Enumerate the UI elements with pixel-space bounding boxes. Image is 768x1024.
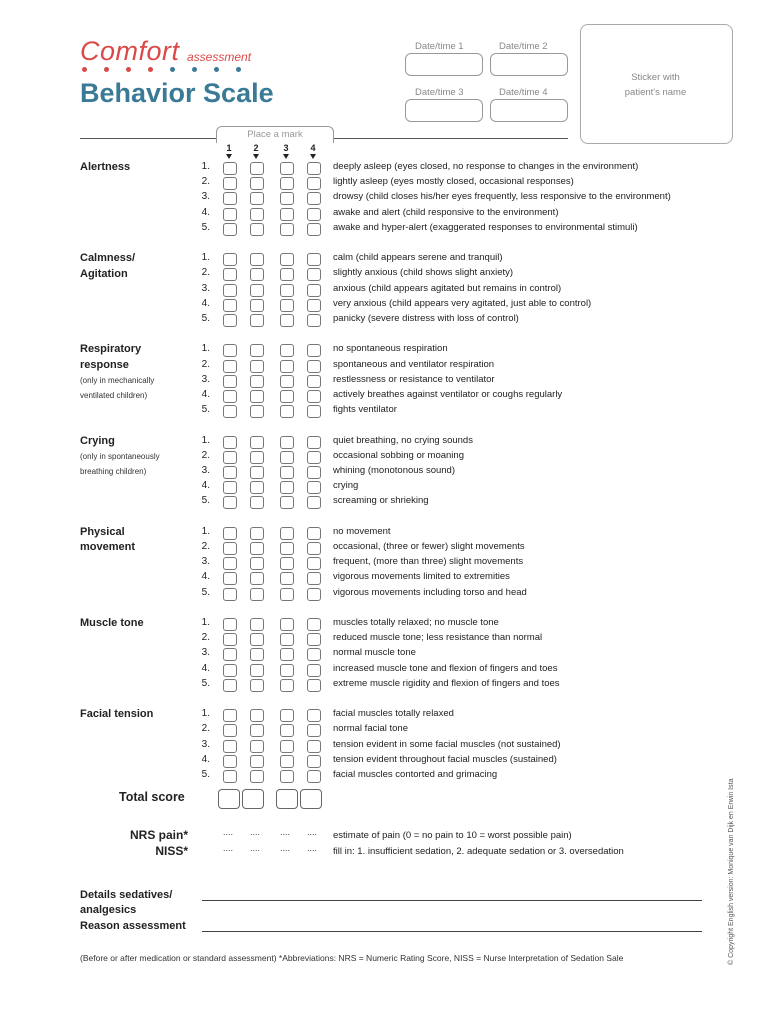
option-number: 1. xyxy=(201,617,210,628)
mark-checkbox-calmness-agitation-5-col1[interactable] xyxy=(223,314,237,327)
logo-dots xyxy=(82,67,262,75)
total-score-label: Total score xyxy=(119,790,185,804)
mark-checkbox-muscle-tone-1-col3[interactable] xyxy=(280,618,294,631)
mark-checkbox-facial-tension-3-col4[interactable] xyxy=(307,740,321,753)
mark-checkbox-crying-1-col2[interactable] xyxy=(250,436,264,449)
mark-checkbox-alertness-1-col1[interactable] xyxy=(223,162,237,175)
mark-checkbox-facial-tension-3-col1[interactable] xyxy=(223,740,237,753)
nrs-field-col4[interactable]: .... xyxy=(307,827,318,837)
logo-dot xyxy=(82,67,87,72)
mark-checkbox-calmness-agitation-1-col4[interactable] xyxy=(307,253,321,266)
mark-checkbox-respiratory-response-3-col3[interactable] xyxy=(280,375,294,388)
mark-checkbox-physical-movement-1-col2[interactable] xyxy=(250,527,264,540)
mark-checkbox-crying-3-col4[interactable] xyxy=(307,466,321,479)
option-description: lightly asleep (eyes mostly closed, occasional responses) xyxy=(333,176,574,188)
mark-checkbox-respiratory-response-3-col2[interactable] xyxy=(250,375,264,388)
option-number: 1. xyxy=(201,525,210,537)
category-name-line: Physical xyxy=(80,525,125,538)
mark-checkbox-alertness-5-col2[interactable] xyxy=(250,223,264,236)
mark-checkbox-calmness-agitation-4-col4[interactable] xyxy=(307,299,321,312)
mark-checkbox-muscle-tone-2-col2[interactable] xyxy=(250,633,264,646)
option-description: facial muscles contorted and grimacing xyxy=(333,769,498,780)
mark-checkbox-physical-movement-2-col4[interactable] xyxy=(307,542,321,555)
option-description: tension evident in some facial muscles (not sustained) xyxy=(333,738,561,750)
niss-description: fill in: 1. insufficient sedation, 2. adequate sedation or 3. oversedation xyxy=(333,846,624,857)
mark-checkbox-alertness-4-col1[interactable] xyxy=(223,208,237,221)
logo-dot xyxy=(148,67,153,72)
category-note-line: (only in spontaneously xyxy=(80,452,160,462)
option-description: no spontaneous respiration xyxy=(333,343,448,355)
mark-checkbox-respiratory-response-2-col2[interactable] xyxy=(250,360,264,373)
option-number: 5. xyxy=(201,769,210,780)
mark-checkbox-muscle-tone-4-col1[interactable] xyxy=(223,664,237,677)
mark-checkbox-facial-tension-2-col1[interactable] xyxy=(223,724,237,737)
option-description: very anxious (child appears very agitated, just able to control) xyxy=(333,297,592,309)
mark-checkbox-calmness-agitation-1-col1[interactable] xyxy=(223,253,237,266)
mark-checkbox-facial-tension-1-col4[interactable] xyxy=(307,709,321,722)
option-description: vigorous movements including torso and head xyxy=(333,586,527,598)
category-label-physical-movement xyxy=(80,525,135,556)
mark-checkbox-respiratory-response-4-col2[interactable] xyxy=(250,390,264,403)
option-number: 1. xyxy=(201,343,210,355)
nrs-field-col2[interactable]: .... xyxy=(250,827,261,837)
mark-checkbox-respiratory-response-4-col1[interactable] xyxy=(223,390,237,403)
category-name-line: Calmness/ xyxy=(80,252,136,265)
option-description: occasional sobbing or moaning xyxy=(333,449,464,461)
mark-checkbox-crying-1-col3[interactable] xyxy=(280,436,294,449)
option-description: whining (monotonous sound) xyxy=(333,465,455,476)
mark-checkbox-muscle-tone-2-col3[interactable] xyxy=(280,633,294,646)
option-description: deeply asleep (eyes closed, no response to changes in the environment) xyxy=(333,161,639,172)
mark-checkbox-physical-movement-3-col4[interactable] xyxy=(307,557,321,570)
mark-checkbox-respiratory-response-5-col3[interactable] xyxy=(280,405,294,418)
column-arrow-icon xyxy=(310,154,316,159)
mark-checkbox-crying-2-col4[interactable] xyxy=(307,451,321,464)
mark-checkbox-crying-1-col1[interactable] xyxy=(223,436,237,449)
details-sedatives-label xyxy=(80,888,172,918)
mark-checkbox-respiratory-response-2-col3[interactable] xyxy=(280,360,294,373)
option-number: 3. xyxy=(201,647,210,659)
mark-checkbox-facial-tension-4-col3[interactable] xyxy=(280,755,294,768)
mark-checkbox-crying-5-col3[interactable] xyxy=(280,496,294,509)
mark-checkbox-facial-tension-3-col2[interactable] xyxy=(250,740,264,753)
mark-checkbox-physical-movement-5-col4[interactable] xyxy=(307,588,321,601)
category-label-respiratory-response xyxy=(80,342,154,403)
option-number: 4. xyxy=(201,206,210,218)
mark-checkbox-muscle-tone-1-col4[interactable] xyxy=(307,618,321,631)
option-description: calm (child appears serene and tranquil) xyxy=(333,252,503,264)
mark-checkbox-facial-tension-1-col3[interactable] xyxy=(280,709,294,722)
mark-checkbox-calmness-agitation-2-col2[interactable] xyxy=(250,268,264,281)
mark-checkbox-respiratory-response-4-col3[interactable] xyxy=(280,390,294,403)
reason-assessment-label: Reason assessment xyxy=(80,920,186,932)
option-description: panicky (severe distress with loss of control) xyxy=(333,313,519,324)
mark-checkbox-respiratory-response-2-col1[interactable] xyxy=(223,360,237,373)
option-number: 2. xyxy=(201,176,210,188)
nrs-description: estimate of pain (0 = no pain to 10 = worst possible pain) xyxy=(333,830,572,841)
details-sedatives-line-1: Details sedatives/ xyxy=(80,889,173,901)
option-number: 1. xyxy=(201,252,210,264)
mark-checkbox-alertness-5-col1[interactable] xyxy=(223,223,237,236)
column-arrow-icon xyxy=(253,154,259,159)
mark-checkbox-alertness-4-col2[interactable] xyxy=(250,208,264,221)
category-note-line: ventilated children) xyxy=(80,391,148,401)
mark-checkbox-physical-movement-4-col3[interactable] xyxy=(280,572,294,585)
mark-checkbox-muscle-tone-1-col1[interactable] xyxy=(223,618,237,631)
datetime-4-field[interactable] xyxy=(490,99,568,122)
niss-field-col3[interactable]: .... xyxy=(280,843,291,853)
details-sedatives-line-2: analgesics xyxy=(80,904,137,916)
mark-checkbox-muscle-tone-3-col4[interactable] xyxy=(307,648,321,661)
sticker-label-line-2: patient's name xyxy=(624,87,687,98)
mark-checkbox-physical-movement-5-col2[interactable] xyxy=(250,588,264,601)
category-label-calmness-agitation xyxy=(80,251,135,282)
option-number: 2. xyxy=(201,267,210,279)
niss-label: NISS* xyxy=(155,844,188,858)
category-name-line: Agitation xyxy=(80,267,128,280)
mark-checkbox-calmness-agitation-3-col1[interactable] xyxy=(223,284,237,297)
option-number: 3. xyxy=(201,191,210,203)
total-score-box-3[interactable] xyxy=(276,789,298,809)
mark-checkbox-facial-tension-4-col1[interactable] xyxy=(223,755,237,768)
mark-checkbox-facial-tension-5-col3[interactable] xyxy=(280,770,294,783)
option-number: 4. xyxy=(201,753,210,765)
mark-checkbox-facial-tension-3-col3[interactable] xyxy=(280,740,294,753)
category-name-line: Respiratory xyxy=(80,343,142,356)
place-mark-tab: Place a mark xyxy=(216,126,334,143)
details-sedatives-line[interactable] xyxy=(202,900,702,901)
option-description: normal facial tone xyxy=(333,723,408,735)
option-number: 5. xyxy=(201,221,210,233)
mark-checkbox-respiratory-response-3-col1[interactable] xyxy=(223,375,237,388)
mark-checkbox-respiratory-response-1-col4[interactable] xyxy=(307,344,321,357)
option-description: extreme muscle rigidity and flexion of fingers and toes xyxy=(333,677,560,689)
option-description: tension evident throughout facial muscles (sustained) xyxy=(333,753,557,765)
mark-checkbox-alertness-5-col4[interactable] xyxy=(307,223,321,236)
mark-checkbox-facial-tension-5-col1[interactable] xyxy=(223,770,237,783)
mark-checkbox-facial-tension-2-col2[interactable] xyxy=(250,724,264,737)
column-arrow-icon xyxy=(283,154,289,159)
mark-checkbox-muscle-tone-3-col1[interactable] xyxy=(223,648,237,661)
category-label-crying xyxy=(80,434,160,480)
option-number: 2. xyxy=(201,358,210,370)
mark-checkbox-crying-2-col3[interactable] xyxy=(280,451,294,464)
mark-checkbox-crying-4-col3[interactable] xyxy=(280,481,294,494)
page-title: Behavior Scale xyxy=(80,78,274,108)
mark-checkbox-alertness-2-col2[interactable] xyxy=(250,177,264,190)
mark-checkbox-alertness-2-col4[interactable] xyxy=(307,177,321,190)
logo-dot xyxy=(236,67,241,72)
mark-checkbox-facial-tension-2-col4[interactable] xyxy=(307,724,321,737)
mark-checkbox-alertness-3-col2[interactable] xyxy=(250,192,264,205)
mark-checkbox-physical-movement-5-col1[interactable] xyxy=(223,588,237,601)
mark-checkbox-calmness-agitation-4-col1[interactable] xyxy=(223,299,237,312)
sticker-label-line-1: Sticker with xyxy=(631,72,680,83)
datetime-1-label: Date/time 1 xyxy=(415,41,464,52)
datetime-3-field[interactable] xyxy=(405,99,483,122)
mark-checkbox-muscle-tone-4-col3[interactable] xyxy=(280,664,294,677)
sticker-label xyxy=(580,70,731,100)
option-description: muscles totally relaxed; no muscle tone xyxy=(333,617,499,628)
option-description: spontaneous and ventilator respiration xyxy=(333,358,495,370)
mark-checkbox-calmness-agitation-4-col2[interactable] xyxy=(250,299,264,312)
nrs-field-col1[interactable]: .... xyxy=(223,827,234,837)
option-description: crying xyxy=(333,480,359,492)
category-name-line: movement xyxy=(80,541,136,554)
option-description: awake and alert (child responsive to the environment) xyxy=(333,206,559,218)
mark-checkbox-physical-movement-1-col4[interactable] xyxy=(307,527,321,540)
mark-checkbox-calmness-agitation-3-col4[interactable] xyxy=(307,284,321,297)
option-number: 3. xyxy=(201,465,210,476)
mark-checkbox-physical-movement-3-col3[interactable] xyxy=(280,557,294,570)
mark-checkbox-alertness-1-col4[interactable] xyxy=(307,162,321,175)
datetime-4-label: Date/time 4 xyxy=(499,87,548,98)
mark-checkbox-alertness-4-col4[interactable] xyxy=(307,208,321,221)
mark-checkbox-physical-movement-2-col1[interactable] xyxy=(223,542,237,555)
mark-checkbox-physical-movement-1-col1[interactable] xyxy=(223,527,237,540)
mark-checkbox-respiratory-response-5-col1[interactable] xyxy=(223,405,237,418)
category-name-line: Muscle tone xyxy=(80,617,144,629)
option-description: normal muscle tone xyxy=(333,647,416,659)
mark-checkbox-crying-4-col2[interactable] xyxy=(250,481,264,494)
datetime-2-label: Date/time 2 xyxy=(499,41,548,52)
mark-checkbox-calmness-agitation-4-col3[interactable] xyxy=(280,299,294,312)
logo-dot xyxy=(214,67,219,72)
mark-checkbox-calmness-agitation-3-col3[interactable] xyxy=(280,284,294,297)
option-number: 5. xyxy=(201,495,210,507)
total-score-box-4[interactable] xyxy=(300,789,322,809)
option-description: increased muscle tone and flexion of fingers and toes xyxy=(333,662,558,674)
mark-checkbox-calmness-agitation-2-col1[interactable] xyxy=(223,268,237,281)
option-number: 5. xyxy=(201,404,210,416)
datetime-1-field[interactable] xyxy=(405,53,483,76)
option-number: 4. xyxy=(201,571,210,583)
option-number: 1. xyxy=(201,708,210,720)
logo-dot xyxy=(192,67,197,72)
mark-checkbox-muscle-tone-2-col4[interactable] xyxy=(307,633,321,646)
mark-checkbox-physical-movement-4-col1[interactable] xyxy=(223,572,237,585)
total-score-box-2[interactable] xyxy=(242,789,264,809)
logo-assessment-word: assessment xyxy=(187,50,252,64)
mark-checkbox-crying-3-col1[interactable] xyxy=(223,466,237,479)
option-description: slightly anxious (child shows slight anxiety) xyxy=(333,267,514,279)
mark-checkbox-crying-5-col1[interactable] xyxy=(223,496,237,509)
mark-checkbox-facial-tension-1-col2[interactable] xyxy=(250,709,264,722)
mark-checkbox-muscle-tone-5-col3[interactable] xyxy=(280,679,294,692)
option-number: 4. xyxy=(201,480,210,492)
category-name-line: Crying xyxy=(80,434,115,447)
option-number: 2. xyxy=(201,632,210,644)
mark-checkbox-alertness-3-col1[interactable] xyxy=(223,192,237,205)
option-description: no movement xyxy=(333,525,391,537)
reason-assessment-line[interactable] xyxy=(202,931,702,932)
mark-checkbox-facial-tension-2-col3[interactable] xyxy=(280,724,294,737)
mark-checkbox-calmness-agitation-2-col4[interactable] xyxy=(307,268,321,281)
option-description: facial muscles totally relaxed xyxy=(333,708,454,720)
mark-checkbox-calmness-agitation-3-col2[interactable] xyxy=(250,284,264,297)
mark-checkbox-facial-tension-4-col2[interactable] xyxy=(250,755,264,768)
option-number: 2. xyxy=(201,541,210,552)
option-number: 3. xyxy=(201,738,210,750)
mark-checkbox-respiratory-response-2-col4[interactable] xyxy=(307,360,321,373)
mark-checkbox-crying-1-col4[interactable] xyxy=(307,436,321,449)
mark-checkbox-muscle-tone-5-col4[interactable] xyxy=(307,679,321,692)
option-description: drowsy (child closes his/her eyes frequently, less responsive to the environment) xyxy=(333,191,671,203)
mark-checkbox-physical-movement-4-col4[interactable] xyxy=(307,572,321,585)
mark-checkbox-muscle-tone-4-col2[interactable] xyxy=(250,664,264,677)
mark-checkbox-respiratory-response-5-col2[interactable] xyxy=(250,405,264,418)
mark-checkbox-facial-tension-5-col4[interactable] xyxy=(307,770,321,783)
mark-checkbox-crying-4-col1[interactable] xyxy=(223,481,237,494)
mark-checkbox-muscle-tone-3-col3[interactable] xyxy=(280,648,294,661)
option-description: fights ventilator xyxy=(333,404,397,416)
column-arrow-icon xyxy=(226,154,232,159)
logo-dot xyxy=(170,67,175,72)
option-number: 4. xyxy=(201,297,210,309)
mark-checkbox-crying-5-col4[interactable] xyxy=(307,496,321,509)
mark-checkbox-physical-movement-2-col3[interactable] xyxy=(280,542,294,555)
copyright-notice: © Copyright English version: Monique van Dijk en Erwin Ista xyxy=(728,778,735,965)
mark-checkbox-muscle-tone-4-col4[interactable] xyxy=(307,664,321,677)
column-number-2: 2 xyxy=(253,143,259,153)
mark-checkbox-calmness-agitation-5-col2[interactable] xyxy=(250,314,264,327)
mark-checkbox-crying-2-col2[interactable] xyxy=(250,451,264,464)
column-number-1: 1 xyxy=(226,143,232,153)
mark-checkbox-crying-5-col2[interactable] xyxy=(250,496,264,509)
category-label-facial-tension xyxy=(80,707,153,723)
mark-checkbox-physical-movement-3-col2[interactable] xyxy=(250,557,264,570)
mark-checkbox-alertness-4-col3[interactable] xyxy=(280,208,294,221)
mark-checkbox-crying-3-col2[interactable] xyxy=(250,466,264,479)
mark-checkbox-alertness-1-col2[interactable] xyxy=(250,162,264,175)
mark-checkbox-respiratory-response-3-col4[interactable] xyxy=(307,375,321,388)
option-number: 3. xyxy=(201,556,210,568)
niss-field-col1[interactable]: .... xyxy=(223,843,234,853)
mark-checkbox-alertness-3-col4[interactable] xyxy=(307,192,321,205)
mark-checkbox-muscle-tone-1-col2[interactable] xyxy=(250,618,264,631)
option-description: frequent, (more than three) slight movements xyxy=(333,556,524,568)
mark-checkbox-facial-tension-5-col2[interactable] xyxy=(250,770,264,783)
mark-checkbox-physical-movement-5-col3[interactable] xyxy=(280,588,294,601)
option-number: 4. xyxy=(201,389,210,400)
mark-checkbox-alertness-1-col3[interactable] xyxy=(280,162,294,175)
option-number: 5. xyxy=(201,677,210,689)
niss-field-col2[interactable]: .... xyxy=(250,843,261,853)
column-number-3: 3 xyxy=(283,143,289,153)
mark-checkbox-respiratory-response-1-col1[interactable] xyxy=(223,344,237,357)
category-note-line: (only in mechanically xyxy=(80,376,155,386)
mark-checkbox-respiratory-response-4-col4[interactable] xyxy=(307,390,321,403)
mark-checkbox-facial-tension-4-col4[interactable] xyxy=(307,755,321,768)
mark-checkbox-physical-movement-3-col1[interactable] xyxy=(223,557,237,570)
mark-checkbox-muscle-tone-5-col2[interactable] xyxy=(250,679,264,692)
option-description: actively breathes against ventilator or coughs regularly xyxy=(333,389,563,400)
total-score-box-1[interactable] xyxy=(218,789,240,809)
category-name-line: Alertness xyxy=(80,161,131,173)
option-description: anxious (child appears agitated but remains in control) xyxy=(333,282,562,294)
mark-checkbox-physical-movement-2-col2[interactable] xyxy=(250,542,264,555)
datetime-3-label: Date/time 3 xyxy=(415,87,464,98)
option-number: 1. xyxy=(201,161,210,172)
option-number: 2. xyxy=(201,449,210,461)
option-description: occasional, (three or fewer) slight movements xyxy=(333,541,525,552)
mark-checkbox-crying-2-col1[interactable] xyxy=(223,451,237,464)
mark-checkbox-facial-tension-1-col1[interactable] xyxy=(223,709,237,722)
mark-checkbox-respiratory-response-5-col4[interactable] xyxy=(307,405,321,418)
mark-checkbox-respiratory-response-1-col3[interactable] xyxy=(280,344,294,357)
mark-checkbox-calmness-agitation-1-col3[interactable] xyxy=(280,253,294,266)
mark-checkbox-calmness-agitation-1-col2[interactable] xyxy=(250,253,264,266)
option-description: screaming or shrieking xyxy=(333,495,429,507)
category-note-line: breathing children) xyxy=(80,467,147,477)
footer-note: (Before or after medication or standard assessment) *Abbreviations: NRS = Numeric Rating Score, NISS = Nurse Interpretation of Sedation Sale xyxy=(80,953,624,963)
mark-checkbox-muscle-tone-3-col2[interactable] xyxy=(250,648,264,661)
mark-checkbox-alertness-2-col3[interactable] xyxy=(280,177,294,190)
nrs-field-col3[interactable]: .... xyxy=(280,827,291,837)
nrs-pain-label: NRS pain* xyxy=(129,828,188,842)
option-description: vigorous movements limited to extremities xyxy=(333,571,510,583)
option-description: awake and hyper-alert (exaggerated responses to environmental stimuli) xyxy=(333,221,638,233)
mark-checkbox-calmness-agitation-5-col3[interactable] xyxy=(280,314,294,327)
mark-checkbox-physical-movement-4-col2[interactable] xyxy=(250,572,264,585)
datetime-2-field[interactable] xyxy=(490,53,568,76)
category-name-line: Facial tension xyxy=(80,708,154,721)
logo-dot xyxy=(126,67,131,72)
column-number-4: 4 xyxy=(310,143,316,153)
category-label-alertness xyxy=(80,160,130,176)
mark-checkbox-muscle-tone-2-col1[interactable] xyxy=(223,633,237,646)
mark-checkbox-alertness-3-col3[interactable] xyxy=(280,192,294,205)
category-name-line: response xyxy=(80,358,129,371)
mark-checkbox-respiratory-response-1-col2[interactable] xyxy=(250,344,264,357)
mark-checkbox-physical-movement-1-col3[interactable] xyxy=(280,527,294,540)
option-number: 3. xyxy=(201,373,210,385)
mark-checkbox-calmness-agitation-5-col4[interactable] xyxy=(307,314,321,327)
mark-checkbox-crying-4-col4[interactable] xyxy=(307,481,321,494)
option-number: 4. xyxy=(201,662,210,674)
logo-comfort-word: Comfort xyxy=(80,36,180,66)
mark-checkbox-alertness-5-col3[interactable] xyxy=(280,223,294,236)
logo-dot xyxy=(104,67,109,72)
category-label-muscle-tone xyxy=(80,616,144,632)
option-number: 5. xyxy=(201,586,210,598)
option-number: 1. xyxy=(201,434,210,446)
mark-checkbox-crying-3-col3[interactable] xyxy=(280,466,294,479)
option-description: restlessness or resistance to ventilator xyxy=(333,373,495,385)
option-number: 2. xyxy=(201,723,210,735)
mark-checkbox-muscle-tone-5-col1[interactable] xyxy=(223,679,237,692)
niss-field-col4[interactable]: .... xyxy=(307,843,318,853)
mark-checkbox-calmness-agitation-2-col3[interactable] xyxy=(280,268,294,281)
option-number: 5. xyxy=(201,313,210,324)
mark-checkbox-alertness-2-col1[interactable] xyxy=(223,177,237,190)
option-number: 3. xyxy=(201,282,210,294)
option-description: quiet breathing, no crying sounds xyxy=(333,434,473,446)
option-description: reduced muscle tone; less resistance than normal xyxy=(333,632,543,644)
